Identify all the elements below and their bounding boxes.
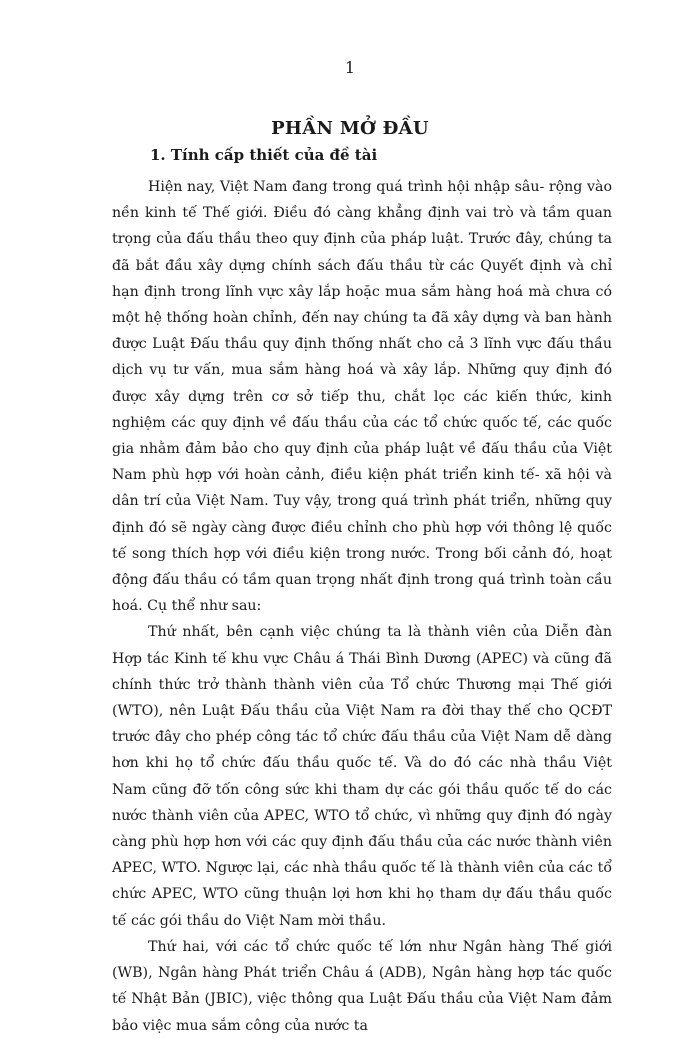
page-number: 1 xyxy=(344,58,356,77)
paragraph: Hiện nay, Việt Nam đang trong quá trình hội nhập sâu- rộng vào nền kinh tế Thế giới. Điều đó càng khẳng định vai trò và tầm quan trọng của đấu thầu theo quy định của pháp luật. Trước đây, chúng ta đã bắt đầu xây dựng chính sách đấu thầu từ các Quyết định và chỉ hạn định trong lĩnh vực xây lắp hoặc mua sắm hàng hoá mà chưa có một hệ thống hoàn chỉnh, đến nay chúng ta đã xây dựng và ban hành được Luật Đấu thầu quy định thống nhất cho cả 3 lĩnh vực đấu thầu dịch vụ tư vấn, mua sắm hàng hoá và xây lắp. Những quy định đó được xây dựng trên cơ sở tiếp thu, chắt lọc các kiến thức, kinh nghiệm các quy định về đấu thầu của các tổ chức quốc tế, các quốc gia nhằm đảm bảo cho quy định của pháp luật về đấu thầu của Việt Nam phù hợp với hoàn cảnh, điều kiện phát triển kinh tế- xã hội và dân trí của Việt Nam. Tuy vậy, trong quá trình phát triển, những quy định đó sẽ ngày càng được điều chỉnh cho phù hợp với thông lệ quốc tế song thích hợp với điều kiện trong nước. Trong bối cảnh đó, hoạt động đấu thầu có tầm quan trọng nhất định trong quá trình toàn cầu hoá. Cụ thể như sau: xyxy=(112,179,612,615)
body-text xyxy=(112,174,612,1039)
paragraph: Thứ hai, với các tổ chức quốc tế lớn như Ngân hàng Thế giới (WB), Ngân hàng Phát triển Châu á (ADB), Ngân hàng hợp tác quốc tế Nhật Bản (JBIC), việc thông qua Luật Đấu thầu của Việt Nam đảm bảo việc mua sắm công của nước ta xyxy=(112,938,612,1034)
section-heading: 1. Tính cấp thiết của đề tài xyxy=(150,146,378,164)
page-title: PHẦN MỞ ĐẦU xyxy=(271,118,429,139)
paragraph: Thứ nhất, bên cạnh việc chúng ta là thành viên của Diễn đàn Hợp tác Kinh tế khu vực Châu á Thái Bình Dương (APEC) và cũng đã chính thức trở thành thành viên của Tổ chức Thương mại Thế giới (WTO), nên Luật Đấu thầu của Việt Nam ra đời thay thế cho QCĐT trước đây cho phép công tác tổ chức đấu thầu của Việt Nam dễ dàng hơn khi họ tổ chức đấu thầu quốc tế. Và do đó các nhà thầu Việt Nam cũng đỡ tốn công sức khi tham dự các gói thầu quốc tế do các nước thành viên của APEC, WTO tổ chức, vì những quy định đó ngày càng phù hợp hơn với các quy định đấu thầu của các nước thành viên APEC, WTO. Ngược lại, các nhà thầu quốc tế là thành viên của các tổ chức APEC, WTO cũng thuận lợi hơn khi họ tham dự đấu thầu quốc tế các gói thầu do Việt Nam mời thầu. xyxy=(112,624,612,929)
